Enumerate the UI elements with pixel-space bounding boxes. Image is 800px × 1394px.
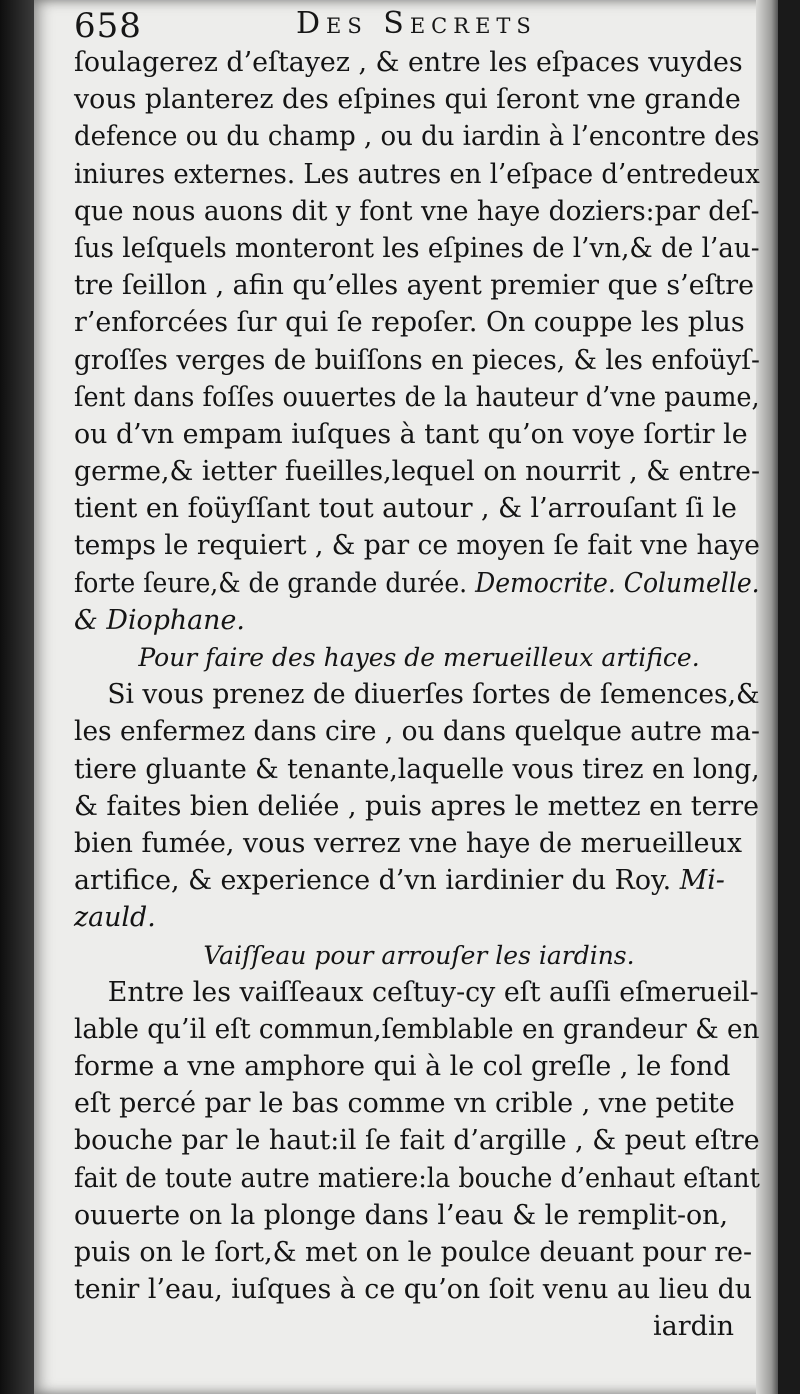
text-line: tiere gluante & tenante,laquelle vous tirez en long, xyxy=(74,753,760,785)
section-heading: Vaiſſeau pour arrouſer les iardins. xyxy=(203,940,635,970)
text-line: ouuerte on la plonge dans l’eau & le remplit-on, xyxy=(74,1199,728,1231)
text-line: lable qu’il eſt commun,ſemblable en grandeur & en xyxy=(74,1013,760,1045)
text-line: tient en foüyſſant tout autour , & l’arrouſant ſi le xyxy=(74,493,737,525)
text-line: vous planterez des eſpines qui ſeront vne grande xyxy=(74,84,741,116)
text-line: tre ſeillon , afin qu’elles ayent premier que s’eſtre xyxy=(74,270,755,302)
body-text xyxy=(74,44,764,1346)
text-line: eſt percé par le bas comme vn crible , vne petite xyxy=(74,1088,735,1120)
text-line: groſſes verges de buiſſons en pieces, & les enfoüyſ- xyxy=(74,344,760,376)
text-line: bouche par le haut:il ſe fait d’argille , & peut eſtre xyxy=(74,1125,760,1157)
text-line: ſoulagerez d’eſtayez , & entre les eſpaces vuydes xyxy=(74,47,743,78)
text-line: forte ſeure,& de grande durée. Democrite. Columelle. xyxy=(74,567,760,599)
author-citation: Mi- xyxy=(679,865,725,897)
author-citation: Democrite. Columelle. xyxy=(475,567,760,599)
text-line: forme a vne amphore qui à le col greſle , le fond xyxy=(74,1051,731,1083)
section-heading: Pour faire des hayes de merueilleux artifice. xyxy=(138,643,700,672)
text-line: iniures externes. Les autres en l’eſpace d’entredeux xyxy=(74,158,760,190)
page-number: 658 xyxy=(74,6,142,46)
text-line: & faites bien deliée , puis apres le mettez en terre xyxy=(74,790,760,822)
text-line: zauld. xyxy=(74,902,156,934)
paragraph-first-line: Entre les vaiſſeaux ceſtuy-cy eſt auſſi eſmerueil- xyxy=(107,976,759,1008)
text-line: fait de toute autre matiere:la bouche d’enhaut eſtant xyxy=(74,1162,760,1194)
text-line: temps le requiert , & par ce moyen ſe fait vne haye xyxy=(74,530,760,562)
text-line: ſus leſquels monteront les eſpines de l’vn,& de l’au- xyxy=(74,232,760,264)
text-line: germe,& ietter fueilles,lequel on nourrit , & entre- xyxy=(74,456,761,488)
text-line: artifice, & experience d’vn iardinier du Roy. Mi- xyxy=(74,865,725,897)
text-line: que nous auons dit y font vne haye doziers:par deſ- xyxy=(74,195,760,227)
text-line: & Diophane. xyxy=(74,604,245,636)
text-line: les enfermez dans cire , ou dans quelque autre ma- xyxy=(74,716,760,748)
text-line: r’enforcées ſur qui ſe repoſer. On couppe les plus xyxy=(74,307,745,339)
running-head: Des Secrets xyxy=(296,6,537,41)
paragraph-first-line: Si vous prenez de diuerſes ſortes de ſemences,& xyxy=(107,679,760,711)
text-line: defence ou du champ , ou du iardin à l’encontre des xyxy=(74,121,760,153)
text-line: tenir l’eau, iuſques à ce qu’on ſoit venu au lieu du xyxy=(74,1274,753,1306)
text-line: ou d’vn empam iuſques à tant qu’on voye ſortir le xyxy=(74,418,748,450)
book-page xyxy=(34,0,778,1394)
binding-gutter-shadow xyxy=(0,0,34,1394)
catchword: iardin xyxy=(653,1311,734,1343)
text-line: puis on le ſort,& met on le poulce deuant pour re- xyxy=(74,1237,753,1268)
text-line: bien fumée, vous verrez vne haye de merueilleux xyxy=(74,827,742,859)
text-line: ſent dans foſſes ouuertes de la hauteur d’vne paume, xyxy=(74,381,760,413)
